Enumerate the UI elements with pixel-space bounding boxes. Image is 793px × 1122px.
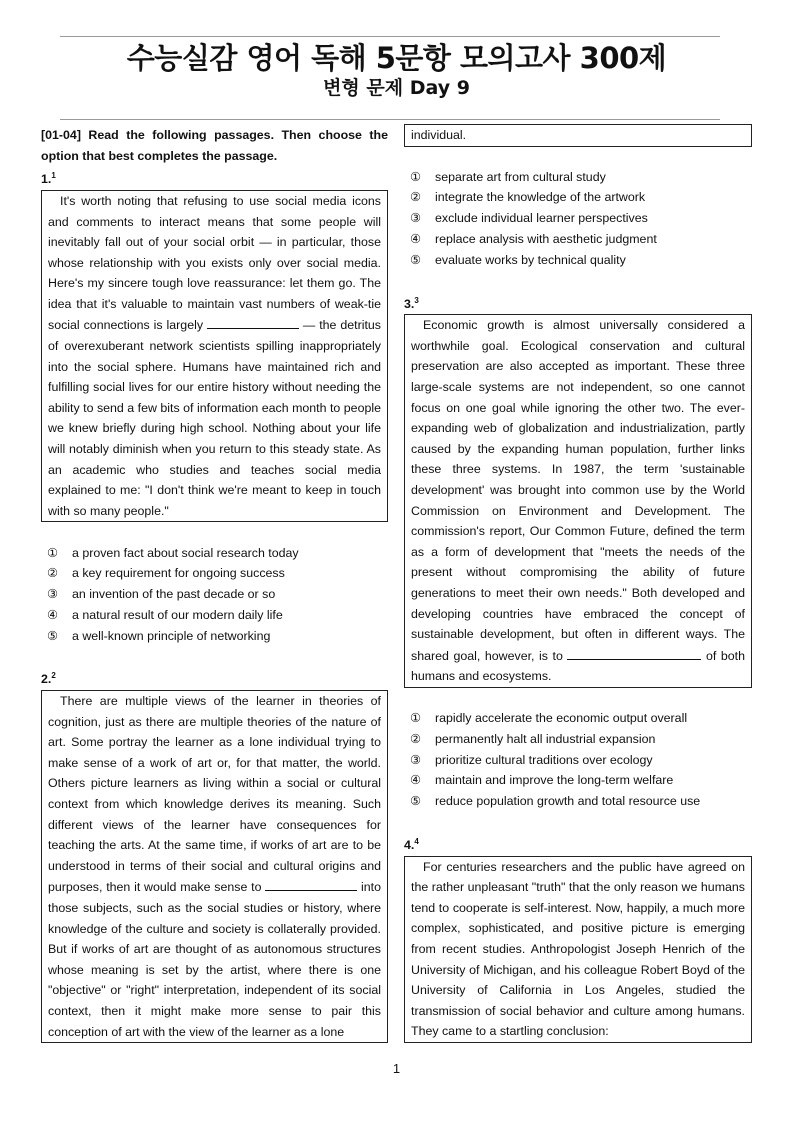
option[interactable]: ② a key requirement for ongoing success <box>47 566 285 581</box>
question-2-passage: There are multiple views of the learner in theories of cognition, just as there are multiple theories of the nature of art. Some portray the learner as a lone individual trying to make sense of a work of art or, for that matter, the world. Others picture learners as living within a social or cultural context from which knowledge derives its meaning. Such different views of the learner have consequences for teaching the arts. At the same time, if works of art are to be understood in terms of their social and cultural origins and purposes, then it would make sense to into those subjects, such as the social studies or history, where knowledge of the culture and society is collaterally provided. But if works of art are thought of as autonomous structures whose meaning is set by the artist, where there is one "objective" or "right" interpretation, independent of its social context, then it might make more sense to pair this conception of art with the view of the learner as a lone <box>41 690 388 1043</box>
question-1-options <box>41 542 388 646</box>
left-column <box>41 125 388 1043</box>
footnote-4: 4 <box>414 836 419 846</box>
option[interactable]: ② permanently halt all industrial expansion <box>410 731 656 746</box>
option[interactable]: ② integrate the knowledge of the artwork <box>410 190 646 205</box>
option[interactable]: ④ replace analysis with aesthetic judgment <box>410 232 657 247</box>
option[interactable]: ③ exclude individual learner perspectives <box>410 211 648 226</box>
page-subtitle: 변형 문제 Day 9 <box>323 77 470 99</box>
question-1-passage: It's worth noting that refusing to use social media icons and comments to interact means that some people will inevitably fall out of your social orbit — in particular, those whose relationship with you exists only over social media. Here's my sincere tough love reassurance: let them go. The idea that it's valuable to maintain vast numbers of weak-tie social connections is largely — the detritus of overexuberant network scientists spilling inappropriately into the social sphere. Humans have maintained rich and fulfilling social lives for our entire history without needing the ability to send a few bits of information each month to people we knew briefly during high school. Nothing about your life will notably diminish when you return to this steady state. As an academic who studies and teaches social media explained to me: "I don't think we're meant to keep in touch with so many people." <box>41 190 388 523</box>
answer-blank <box>207 314 299 329</box>
option[interactable]: ④ maintain and improve the long-term welfare <box>410 773 674 788</box>
instructions-line-1: [01-04] Read the following passages. Then choose the <box>41 128 388 142</box>
option[interactable]: ⑤ a well-known principle of networking <box>47 628 271 643</box>
option[interactable]: ① rapidly accelerate the economic output overall <box>410 711 688 726</box>
question-2-options <box>404 167 752 271</box>
question-2-number: 2.$^2$ <box>41 671 56 687</box>
footnote-1: 1 <box>51 171 56 181</box>
page-number: 1 <box>392 1061 401 1076</box>
question-3-options <box>404 708 752 812</box>
option[interactable]: ③ an invention of the past decade or so <box>47 587 276 602</box>
answer-blank <box>567 645 701 660</box>
answer-blank <box>265 876 357 891</box>
option[interactable]: ⑤ evaluate works by technical quality <box>410 252 626 267</box>
question-3-number: 3.$^3$ <box>404 295 419 311</box>
question-3-passage: Economic growth is almost universally considered a worthwhile goal. Ecological conservation and cultural preservation are also accepted as important. These three large-scale systems are not independent, so one cannot focus on one goal while ignoring the other two. The ever-expanding web of globalization and industrialization, partly caused by the expanding human population, further links these three systems. In 1987, the term 'sustainable development' was brought into common use by the World Commission on Environment and Development. The commission's report, Our Common Future, defined the term as a form of development that "meets the needs of the present without compromising the ability of future generations to meet their own needs." Both developed and developing countries have embraced the concept of sustainable development, but often in different ways. The shared goal, however, is to of both humans and ecosystems. <box>404 314 752 688</box>
page-title: 수능실감 영어 독해 5문항 모의고사 300제 <box>126 41 667 75</box>
option[interactable]: ① a proven fact about social research today <box>47 545 299 560</box>
header-rule <box>60 119 720 120</box>
top-rule <box>60 36 720 37</box>
option[interactable]: ① separate art from cultural study <box>410 169 606 184</box>
right-column <box>404 124 752 1043</box>
footnote-2: 2 <box>51 671 56 681</box>
question-4-passage: For centuries researchers and the public have agreed on the rather unpleasant "truth" that the only reason we humans tend to cooperate is self-interest. Now, happily, a much more complex, sophisticated, and positive picture is emerging from recent studies. Anthropologist Joseph Henrich of the University of Michigan, and his colleague Robert Boyd of the University of California in Los Angeles, studied the transmission of social behavior and culture among humans. They came to a startling conclusion: <box>404 856 752 1043</box>
option[interactable]: ④ a natural result of our modern daily life <box>47 607 283 622</box>
question-4-number: 4.$^4$ <box>404 836 419 853</box>
question-2-passage-continued: individual. <box>404 124 752 147</box>
option[interactable]: ⑤ reduce population growth and total resource use <box>410 794 701 809</box>
footnote-3: 3 <box>414 295 419 305</box>
question-1-number: 1.$^1$ <box>41 171 56 187</box>
option[interactable]: ③ prioritize cultural traditions over ecology <box>410 752 653 767</box>
instructions-line-2: option that best completes the passage. <box>41 148 278 163</box>
